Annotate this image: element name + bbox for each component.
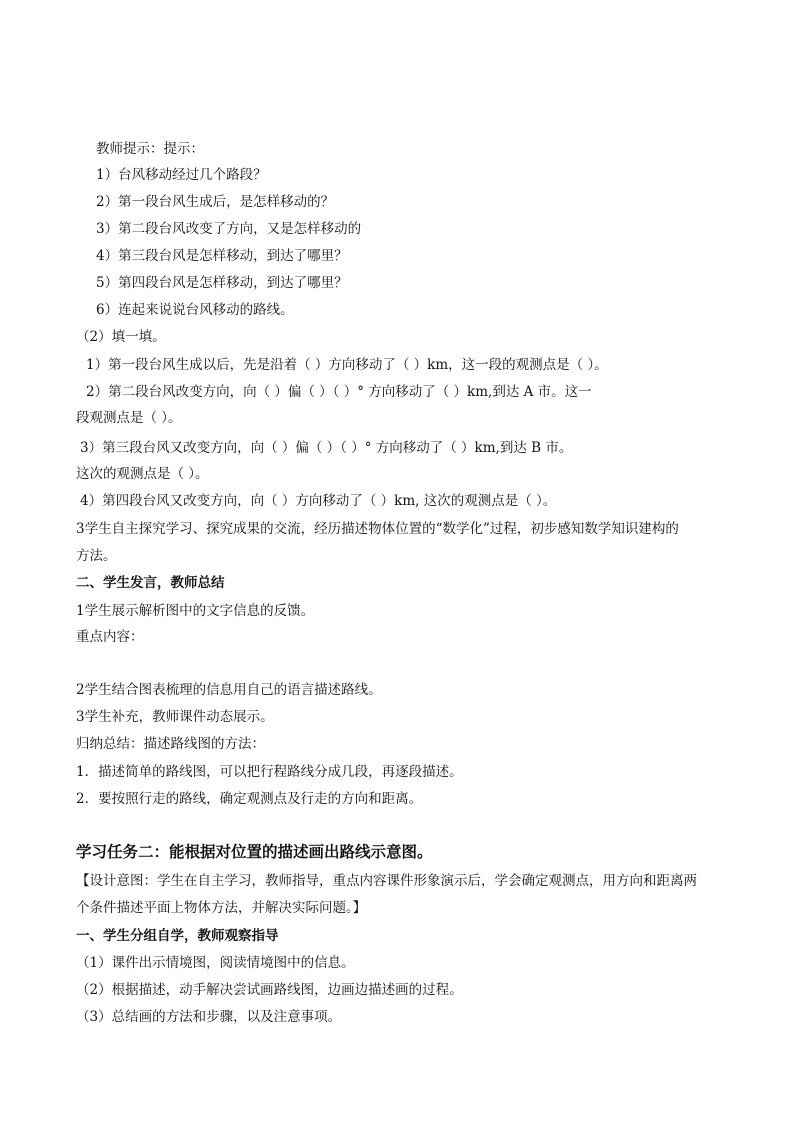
hint-item-2: 2）第一段台风生成后，是怎样移动的？ bbox=[96, 194, 335, 210]
hint-item-5: 5）第四段台风是怎样移动，到达了哪里？ bbox=[96, 275, 348, 291]
fill-in-item-1: 1）第一段台风生成以后，先是沿着（ ）方向移动了（ ）km，这一段的观测点是（ ）。 bbox=[86, 357, 608, 373]
summary-heading: 归纳总结：描述路线图的方法： bbox=[76, 736, 265, 752]
fill-in-item-2: 2）第二段台风改变方向，向（ ）偏（ ）（ ）° 方向移动了（ ）km,到达 A 市。这一 bbox=[86, 384, 592, 400]
hint-item-1: 1）台风移动经过几个路段？ bbox=[96, 167, 267, 183]
paragraph-student-3: 3学生补充，教师课件动态展示。 bbox=[76, 709, 274, 725]
paragraph-student-1: 1学生展示解析图中的文字信息的反馈。 bbox=[76, 603, 315, 619]
design-intent-cont: 个条件描述平面上物体方法，并解决实际问题。】 bbox=[76, 900, 367, 916]
section-heading-2: 二、学生发言，教师总结 bbox=[76, 575, 225, 591]
key-content-label: 重点内容： bbox=[76, 629, 144, 645]
hint-item-4: 4）第三段台风是怎样移动，到达了哪里？ bbox=[96, 248, 348, 264]
fill-in-item-3-cont: 这次的观测点是（ ）。 bbox=[76, 466, 209, 482]
fill-in-heading: （2）填一填。 bbox=[76, 329, 166, 345]
fill-in-item-3: 3）第三段台风又改变方向，向（ ）偏（ ）（ ）° 方向移动了（ ）km,到达 B 市。 bbox=[80, 440, 573, 456]
task-2-heading: 学习任务二：能根据对位置的描述画出路线示意图。 bbox=[76, 842, 433, 861]
fill-in-item-2-cont: 段观测点是（ ）。 bbox=[76, 410, 182, 426]
fill-in-item-4: 4）第四段台风又改变方向，向（ ）方向移动了（ ）km, 这次的观测点是（ ）。 bbox=[80, 493, 557, 509]
hint-item-3: 3）第二段台风改变了方向，又是怎样移动的 bbox=[96, 221, 362, 237]
group-item-1: （1）课件出示情境图，阅读情境图中的信息。 bbox=[76, 955, 355, 971]
group-item-3: （3）总结画的方法和步骤，以及注意事项。 bbox=[76, 1009, 342, 1025]
hint-item-6: 6）连起来说说台风移动的路线。 bbox=[96, 302, 294, 318]
group-item-2: （2）根据描述，动手解决尝试画路线图，边画边描述画的过程。 bbox=[76, 982, 463, 998]
summary-item-2: 2．要按照行走的路线，确定观测点及行走的方向和距离。 bbox=[76, 791, 423, 807]
summary-item-1: 1．描述简单的路线图，可以把行程路线分成几段，再逐段描述。 bbox=[76, 764, 463, 780]
paragraph-3-cont: 方法。 bbox=[76, 548, 117, 564]
design-intent: 【设计意图：学生在自主学习，教师指导，重点内容课件形象演示后，学会确定观测点，用方向和距离两 bbox=[76, 873, 697, 889]
paragraph-student-2: 2学生结合图表梳理的信息用自己的语言描述路线。 bbox=[76, 682, 382, 698]
teacher-hint-heading: 教师提示：提示： bbox=[96, 141, 204, 157]
section-heading-group-study: 一、学生分组自学，教师观察指导 bbox=[76, 928, 279, 944]
paragraph-3: 3学生自主探究学习、探究成果的交流，经历描述物体位置的“数学化”过程，初步感知数学知识建构的 bbox=[76, 521, 679, 537]
